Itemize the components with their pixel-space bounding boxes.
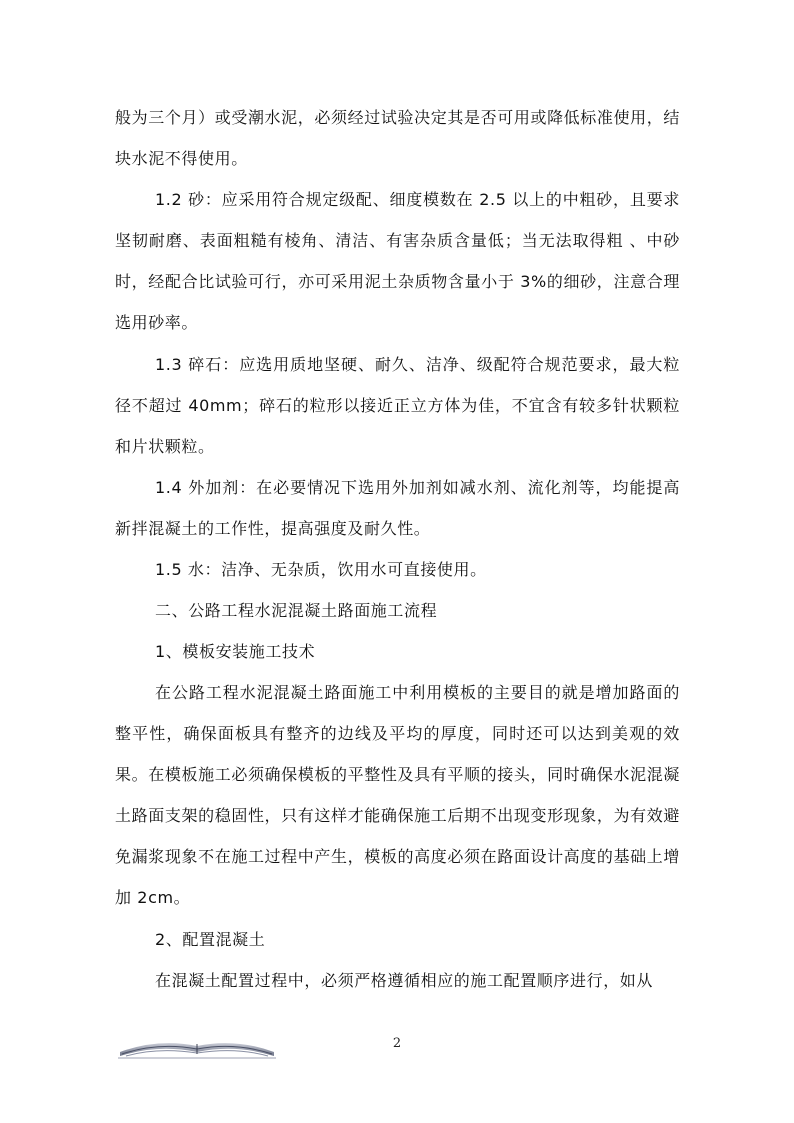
paragraph-cement-continuation: 般为三个月）或受潮水泥，必须经过试验决定其是否可用或降低标准使用，结块水泥不得使用。: [115, 108, 680, 168]
page-number: 2: [392, 1036, 402, 1051]
section-heading-construction-process: 二、公路工程水泥混凝土路面施工流程: [155, 601, 438, 620]
open-book-icon: [118, 1032, 276, 1060]
paragraph-gravel: 1.3 碎石：应选用质地坚硬、耐久、洁净、级配符合规范要求，最大粒径不超过 40mm；碎石的粒形以接近正立方体为佳，不宜含有较多针状颗粒和片状颗粒。: [115, 355, 680, 456]
paragraph-admixture: 1.4 外加剂：在必要情况下选用外加剂如减水剂、流化剂等，均能提高新拌混凝土的工作性，提高强度及耐久性。: [115, 478, 680, 538]
subheading-mix-concrete: 2、配置混凝土: [155, 930, 266, 949]
subheading-formwork: 1、模板安装施工技术: [155, 642, 316, 661]
paragraph-sand: 1.2 砂：应采用符合规定级配、细度模数在 2.5 以上的中粗砂，且要求坚韧耐磨、表面粗糙有棱角、清洁、有害杂质含量低；当无法取得粗 、中砂时，经配合比试验可行，亦可采用泥土杂质物含量小于 3%的细砂，注意合理选用砂率。: [115, 190, 680, 332]
paragraph-mix-concrete: 在混凝土配置过程中，必须严格遵循相应的施工配置顺序进行，如从: [155, 971, 654, 990]
paragraph-water: 1.5 水：洁净、无杂质，饮用水可直接使用。: [155, 560, 487, 579]
paragraph-formwork: 在公路工程水泥混凝土路面施工中利用模板的主要目的就是增加路面的整平性，确保面板具有整齐的边线及平均的厚度，同时还可以达到美观的效果。在模板施工必须确保模板的平整性及具有平顺的接头，同时确保水泥混凝土路面支架的稳固性，只有这样才能确保施工后期不出现变形现象，为有效避免漏浆现象不在施工过程中产生，模板的高度必须在路面设计高度的基础上增加 2cm。: [115, 683, 680, 907]
